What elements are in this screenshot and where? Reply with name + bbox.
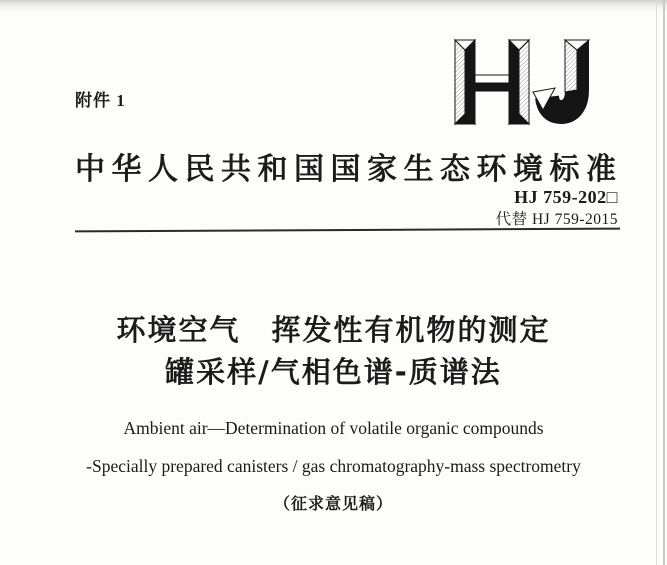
doc-title-cn-line2: 罐采样/气相色谱-质谱法 — [165, 355, 502, 389]
replaces-note: 代替 HJ 759-2015 — [495, 211, 618, 228]
doc-title-en-line2: -Specially prepared canisters / gas chromatography-mass spectrometry — [86, 456, 581, 476]
scan-edge-right-inner — [656, 0, 657, 565]
attachment-label: 附件 1 — [75, 91, 126, 110]
standard-number-block — [496, 188, 618, 228]
doc-title-cn-line1: 环境空气 挥发性有机物的测定 — [116, 313, 551, 347]
standard-number: HJ 759-202□ — [514, 187, 618, 207]
scan-edge-top — [0, 0, 667, 12]
hj-logo-icon — [452, 36, 594, 128]
scan-edge-right-outer — [663, 0, 665, 565]
doc-title-en-line1: Ambient air—Determination of volatile organic compounds — [123, 418, 544, 438]
draft-status-note: （征求意见稿） — [273, 494, 393, 513]
standard-org-title: 中华人民共和国国家生态环境标准 — [75, 153, 623, 186]
header-rule — [75, 228, 620, 233]
